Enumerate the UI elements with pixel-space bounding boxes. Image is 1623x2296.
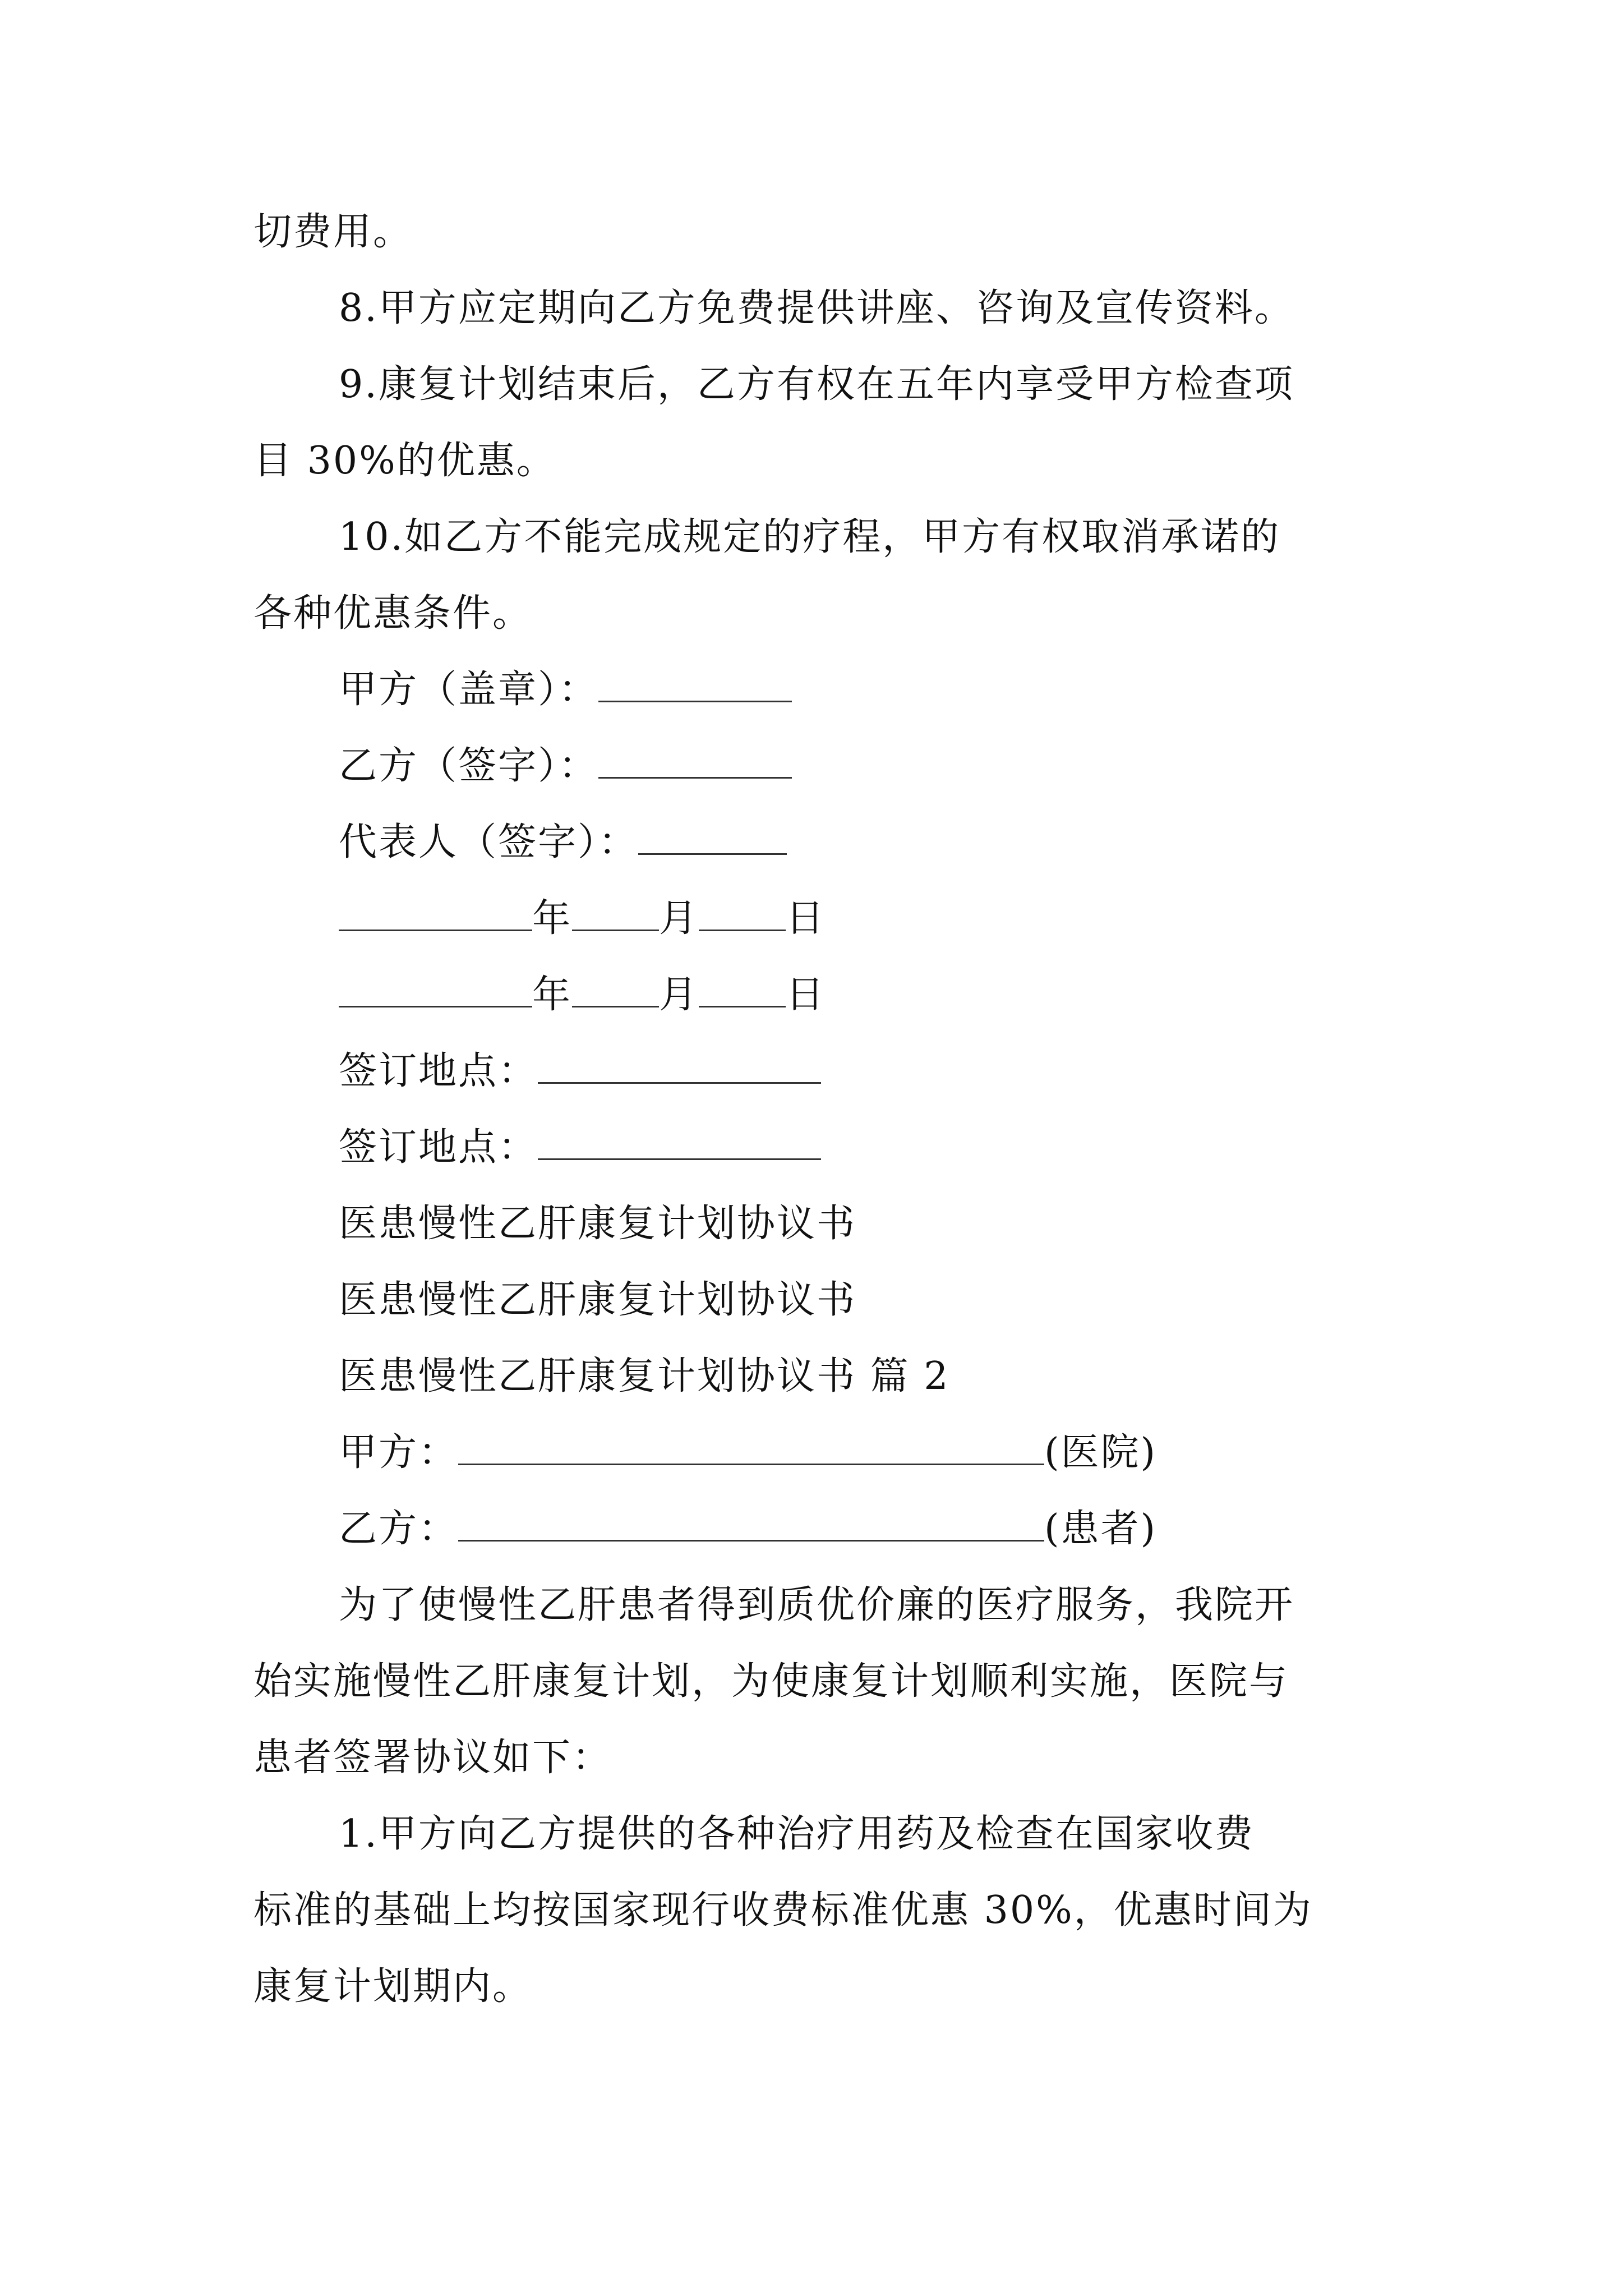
party-b-line: [339, 1501, 1157, 1557]
day-label: 日: [786, 973, 826, 1017]
clause-10-line-2: 各种优惠条件。: [253, 591, 533, 636]
party-b-blank: [458, 1508, 1044, 1542]
intro-line-1: 为了使慢性乙肝患者得到质优价廉的医疗服务，我院开: [339, 1583, 1295, 1627]
signing-place-line-2: [339, 1120, 821, 1176]
party-a-seal-blank: [598, 669, 792, 702]
clause-8: 8.甲方应定期向乙方免费提供讲座、咨询及宣传资料。: [339, 286, 1294, 330]
party-a-label: 甲方：: [339, 1430, 459, 1475]
day-label: 日: [786, 896, 826, 941]
intro-line-2: 始实施慢性乙肝康复计划，为使康复计划顺利实施，医院与: [253, 1659, 1289, 1704]
text-line: 切费用。: [253, 210, 413, 254]
agreement-title-3: 医患慢性乙肝康复计划协议书 篇 2: [339, 1354, 950, 1398]
agreement-title-1: 医患慢性乙肝康复计划协议书: [339, 1202, 857, 1246]
party-b-sign-label: 乙方（签字）：: [339, 744, 599, 788]
signing-place-blank: [538, 1127, 821, 1160]
item-1-line-1: 1.甲方向乙方提供的各种治疗用药及检查在国家收费: [339, 1812, 1255, 1856]
representative-sign-blank: [638, 822, 787, 855]
party-a-seal-line: [339, 662, 792, 718]
item-1-line-2: 标准的基础上均按国家现行收费标准优惠 30%，优惠时间为: [253, 1888, 1313, 1932]
intro-line-3: 患者签署协议如下：: [253, 1736, 612, 1780]
party-b-sign-blank: [598, 746, 792, 779]
party-a-blank: [458, 1432, 1044, 1465]
year-label: 年: [532, 896, 573, 941]
party-a-line: [339, 1425, 1157, 1481]
clause-10-line-1: 10.如乙方不能完成规定的疗程，甲方有权取消承诺的: [339, 515, 1281, 559]
date-line-2: [339, 967, 826, 1023]
representative-sign-label: 代表人（签字）：: [339, 820, 639, 864]
clause-9-line-1: 9.康复计划结束后，乙方有权在五年内享受甲方检查项: [339, 362, 1294, 407]
clause-9-line-2: 目 30%的优惠。: [253, 439, 556, 483]
party-a-suffix: (医院): [1044, 1430, 1158, 1475]
representative-sign-line: [339, 815, 787, 871]
date-line-1: [339, 891, 826, 947]
day-blank: [699, 898, 786, 931]
year-label: 年: [532, 973, 573, 1017]
signing-place-label: 签订地点：: [339, 1049, 538, 1093]
agreement-title-2: 医患慢性乙肝康复计划协议书: [339, 1278, 857, 1322]
party-b-suffix: (患者): [1044, 1507, 1158, 1551]
party-b-label: 乙方：: [339, 1507, 459, 1551]
month-label: 月: [659, 973, 699, 1017]
signing-place-label: 签订地点：: [339, 1125, 538, 1170]
month-blank: [572, 898, 659, 931]
year-blank: [339, 974, 532, 1007]
month-label: 月: [659, 896, 699, 941]
party-a-seal-label: 甲方（盖章）：: [339, 668, 599, 712]
month-blank: [572, 974, 659, 1007]
signing-place-blank: [538, 1051, 821, 1084]
signing-place-line-1: [339, 1043, 821, 1099]
item-1-line-3: 康复计划期内。: [253, 1964, 533, 2009]
party-b-sign-line: [339, 738, 792, 794]
day-blank: [699, 974, 786, 1007]
year-blank: [339, 898, 532, 931]
